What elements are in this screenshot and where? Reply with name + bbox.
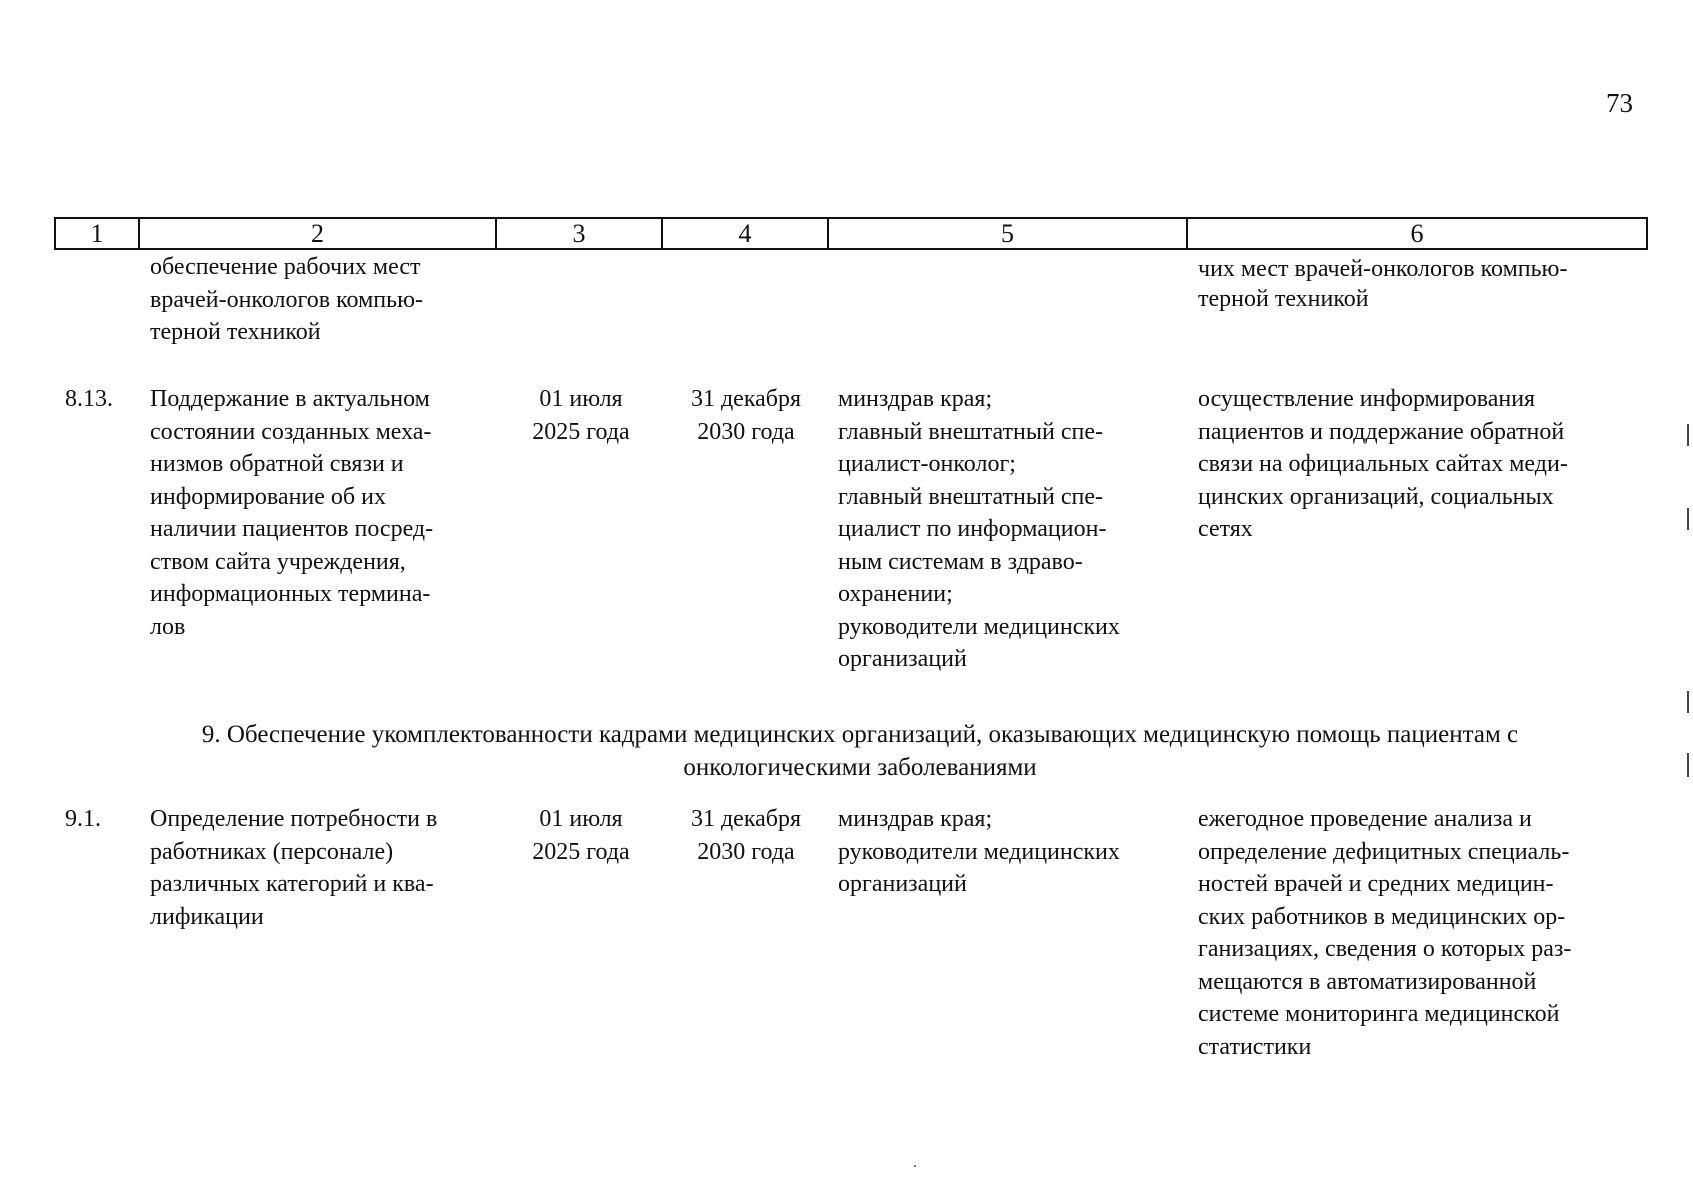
heading-line: онкологическими заболеваниями [683, 753, 1037, 781]
text-line: организаций [838, 646, 967, 672]
row-8-13-responsible [838, 383, 1178, 676]
column-number-6: 6 [1187, 218, 1647, 249]
text-line: статистики [1198, 1033, 1312, 1060]
text-line: определение дефицитных специаль- [1198, 838, 1570, 865]
text-line: лов [150, 613, 186, 640]
text-line: ным системам в здраво- [838, 548, 1083, 575]
text-line: 01 июля [539, 806, 623, 832]
text-line: Определение потребности в [150, 806, 438, 832]
text-line: охранении; [838, 581, 953, 607]
text-line: информирование об их [150, 483, 386, 510]
text-line: терной техникой [1198, 286, 1369, 312]
row-8-13-number: 8.13. [65, 386, 113, 412]
text-line: системе мониторинга медицинской [1198, 1001, 1560, 1027]
continuation-result [1198, 254, 1638, 314]
column-number-2: 2 [139, 218, 496, 249]
text-line: организаций [838, 871, 967, 897]
column-number-4: 4 [662, 218, 828, 249]
text-line: руководители медицинских [838, 838, 1120, 865]
text-line: чих мест врачей-онкологов компью- [1198, 256, 1568, 282]
continuation-measure [150, 251, 486, 349]
text-line: циалист-онколог; [838, 451, 1016, 477]
scan-speck [914, 1165, 916, 1167]
text-line: осуществление информирования [1198, 386, 1536, 412]
table-column-numbers [54, 217, 1648, 250]
text-line: обеспечение рабочих мест [150, 254, 421, 280]
text-line: минздрав края; [838, 386, 993, 412]
text-line: наличии пациентов посред- [150, 516, 434, 542]
margin-mark [1687, 691, 1689, 713]
text-line: руководители медицинских [838, 613, 1120, 640]
margin-mark [1687, 424, 1689, 446]
text-line: ством сайта учреждения, [150, 548, 406, 575]
text-line: мещаются в автоматизированной [1198, 968, 1537, 995]
text-line: связи на официальных сайтах меди- [1198, 451, 1568, 477]
row-9-1-number: 9.1. [65, 806, 101, 832]
row-9-1-responsible [838, 803, 1178, 901]
text-line: лификации [150, 903, 264, 930]
text-line: главный внештатный спе- [838, 418, 1103, 445]
margin-mark [1687, 508, 1689, 530]
column-number-1: 1 [90, 218, 104, 248]
text-line: информационных термина- [150, 581, 431, 607]
text-line: 31 декабря [690, 386, 802, 412]
text-line: 2030 года [697, 418, 795, 445]
row-8-13-result [1198, 383, 1638, 546]
row-8-13-measure [150, 383, 486, 643]
text-line: 2025 года [532, 838, 630, 865]
text-line: Поддержание в актуальном [150, 386, 430, 412]
text-line: терной техникой [150, 319, 321, 345]
heading-line: 9. Обеспечение укомплектованности кадрами медицинских организаций, оказывающих медицинскую помощь пациентам с [201, 721, 1519, 748]
text-line: ежегодное проведение анализа и [1198, 806, 1532, 832]
row-8-13-start-date [500, 383, 662, 448]
text-line: циалист по информацион- [838, 516, 1107, 542]
text-line: сетях [1198, 516, 1253, 542]
text-line: 31 декабря [690, 806, 802, 832]
column-number-3: 3 [496, 218, 662, 249]
row-8-13-end-date [665, 383, 827, 448]
text-line: 01 июля [539, 386, 623, 412]
row-9-1-result [1198, 803, 1638, 1063]
text-line: ганизациях, сведения о которых раз- [1198, 936, 1572, 962]
text-line: минздрав края; [838, 806, 993, 832]
text-line: 2030 года [697, 838, 795, 865]
row-9-1-start-date [500, 803, 662, 868]
text-line: 2025 года [532, 418, 630, 445]
margin-mark [1687, 753, 1689, 777]
text-line: ностей врачей и средних медицин- [1198, 871, 1554, 897]
row-9-1-end-date [665, 803, 827, 868]
text-line: цинских организаций, социальных [1198, 483, 1554, 510]
text-line: ских работников в медицинских ор- [1198, 903, 1566, 930]
page-number: 73 [1606, 88, 1633, 118]
text-line: пациентов и поддержание обратной [1198, 418, 1565, 445]
text-line: различных категорий и ква- [150, 871, 434, 897]
text-line: низмов обратной связи и [150, 451, 404, 477]
text-line: врачей-онкологов компью- [150, 286, 423, 313]
text-line: состоянии созданных меха- [150, 418, 432, 445]
row-9-1-measure [150, 803, 486, 933]
column-number-5: 5 [828, 218, 1187, 249]
text-line: работниках (персонале) [150, 838, 394, 865]
section-9-heading [110, 719, 1610, 784]
text-line: главный внештатный спе- [838, 483, 1103, 510]
